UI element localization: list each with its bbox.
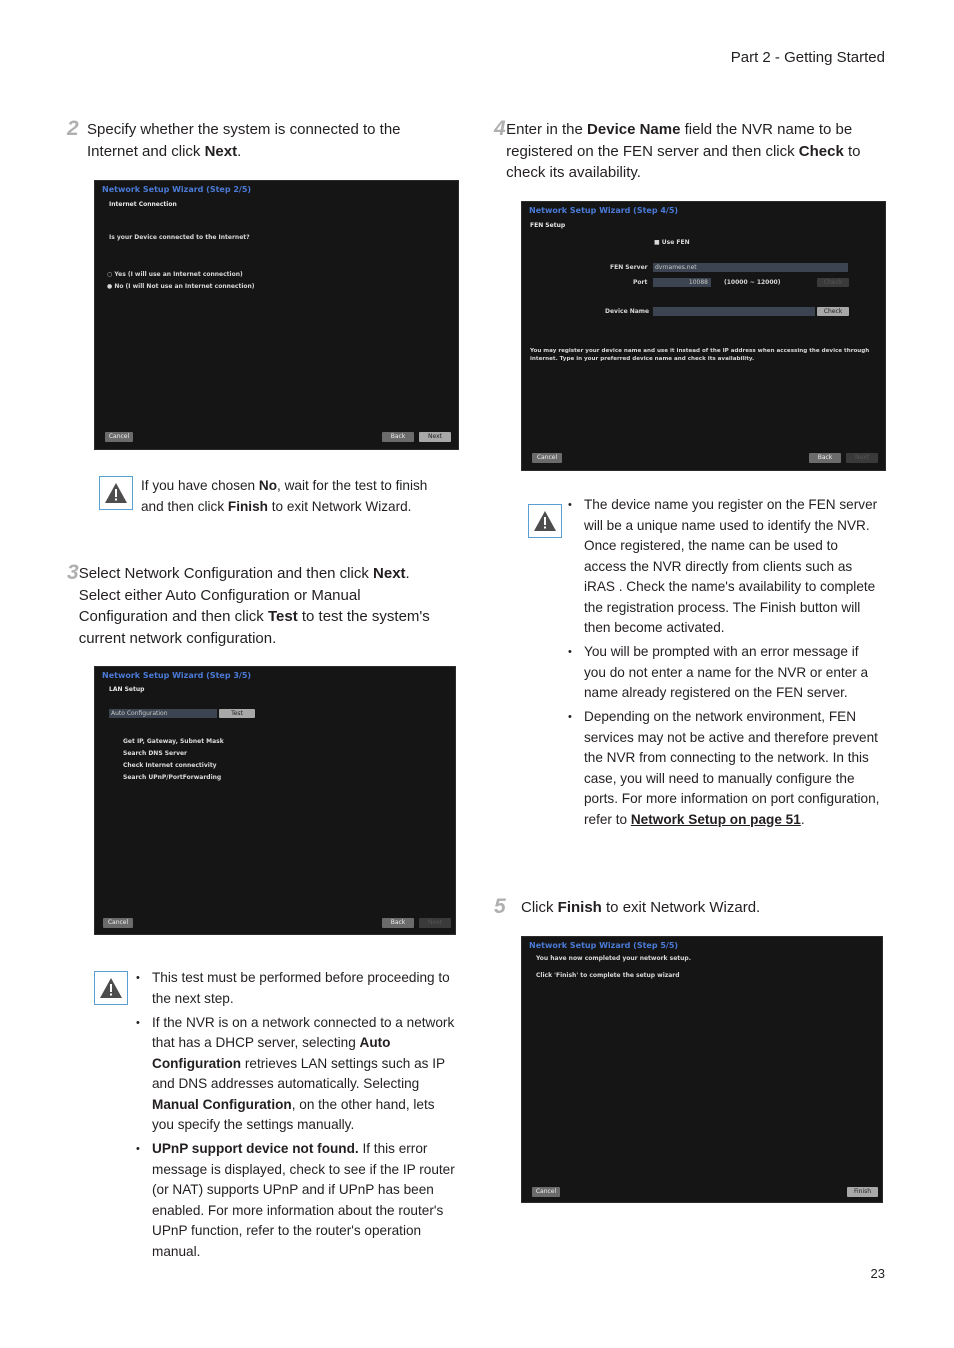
wizard-title: Network Setup Wizard (Step 4/5) xyxy=(529,206,679,215)
next-button[interactable]: Next xyxy=(419,918,451,928)
wizard-section: Internet Connection xyxy=(109,201,177,208)
checkbox-icon: ■ xyxy=(654,239,662,246)
step-4 xyxy=(494,119,886,184)
note-item: • You will be prompted with an error message if you do not enter a name for the NVR or enter a name already registered on the FEN server. xyxy=(568,642,880,704)
note-item: • This test must be performed before proceeding to the next step. xyxy=(136,968,459,1009)
instruction-text: Click 'Finish' to complete the setup wizard xyxy=(536,972,680,979)
device-name-input[interactable] xyxy=(653,307,815,316)
check-item: Get IP, Gateway, Subnet Mask xyxy=(123,738,224,745)
finish-button[interactable]: Finish xyxy=(847,1187,878,1197)
warning-note-step-3 xyxy=(94,968,459,1266)
back-button[interactable]: Back xyxy=(809,453,841,463)
step-number: 5 xyxy=(494,895,506,918)
test-button[interactable]: Test xyxy=(219,709,255,718)
check-button-disabled[interactable]: Check xyxy=(817,278,849,287)
step-number: 3 xyxy=(67,561,79,584)
port-input[interactable]: 10088 xyxy=(653,278,711,287)
port-range: (10000 ~ 12000) xyxy=(724,279,781,286)
radio-selected-icon: ● xyxy=(107,283,115,290)
note-item: • If the NVR is on a network connected to a network that has a DHCP server, selecting Auto Configuration retrieves LAN settings such as IP and DNS addresses automatically. Selecting Manual Configuration, on the other hand, lets you specify the settings manually. xyxy=(136,1013,459,1136)
warning-icon xyxy=(528,504,562,538)
step-text: Select Network Configuration and then click Next. Select either Auto Configuration or Manual Configuration and then click Test to test the system's current network configuration. xyxy=(78,565,430,647)
check-item: Check Internet connectivity xyxy=(123,762,217,769)
wizard-screenshot-step-5 xyxy=(521,936,883,1203)
wizard-screenshot-step-3 xyxy=(94,666,456,935)
fen-server-label: FEN Server xyxy=(610,264,648,271)
fen-info-text: You may register your device name and use it instead of the IP address when accessing the device through internet. Type in your preferred device name and check its availability. xyxy=(530,348,870,362)
page-header: Part 2 - Getting Started xyxy=(730,49,885,66)
configuration-select[interactable]: Auto Configuration xyxy=(109,709,217,718)
warning-note-step-2 xyxy=(99,476,449,517)
step-number: 2 xyxy=(67,117,79,140)
note-item: • Depending on the network environment, FEN services may not be active and therefore prevent the NVR from connecting to the network. In this case, you will need to manually configure the ports. For more information on port configuration, refer to Network Setup on page 51. xyxy=(568,707,880,830)
warning-icon xyxy=(94,971,128,1005)
step-text: Specify whether the system is connected to the Internet and click Next. xyxy=(87,121,401,160)
step-number: 4 xyxy=(494,117,506,140)
step-3 xyxy=(67,563,442,649)
wizard-question: Is your Device connected to the Internet? xyxy=(109,234,250,241)
network-setup-link[interactable]: Network Setup on page 51 xyxy=(630,811,801,827)
radio-icon: ○ xyxy=(107,271,115,278)
note-item: • UPnP support device not found. If this error message is displayed, check to see if the IP router (or NAT) supports UPnP and if UPnP has been enabled. For more information about the router's UPnP function, refer to the router's operation manual. xyxy=(136,1139,459,1262)
port-label: Port xyxy=(633,279,648,286)
cancel-button[interactable]: Cancel xyxy=(532,453,562,463)
check-button[interactable]: Check xyxy=(817,307,849,316)
cancel-button[interactable]: Cancel xyxy=(103,918,133,928)
step-text: Click Finish to exit Network Wizard. xyxy=(521,899,761,916)
use-fen-checkbox[interactable]: ■ Use FEN xyxy=(654,239,690,246)
page-number: 23 xyxy=(870,1266,885,1281)
note-text: If you have chosen No, wait for the test to finish and then click Finish to exit Network Wizard. xyxy=(141,478,428,514)
cancel-button[interactable]: Cancel xyxy=(105,432,133,442)
cancel-button[interactable]: Cancel xyxy=(532,1187,560,1197)
wizard-screenshot-step-4 xyxy=(521,201,886,471)
note-list xyxy=(136,968,459,1266)
wizard-title: Network Setup Wizard (Step 3/5) xyxy=(102,671,252,680)
check-item: Search UPnP/PortForwarding xyxy=(123,774,222,781)
step-2 xyxy=(67,119,437,162)
wizard-title: Network Setup Wizard (Step 2/5) xyxy=(102,185,252,194)
next-button[interactable]: Next xyxy=(846,453,878,463)
fen-server-select[interactable]: dvrnames.net xyxy=(653,263,848,272)
wizard-section: LAN Setup xyxy=(109,686,145,693)
check-item: Search DNS Server xyxy=(123,750,188,757)
radio-no[interactable]: ● No (I will Not use an Internet connection) xyxy=(107,283,255,290)
step-text: Enter in the Device Name field the NVR name to be registered on the FEN server and then click Check to check its availability. xyxy=(506,121,861,181)
back-button[interactable]: Back xyxy=(382,918,414,928)
warning-icon xyxy=(99,476,133,510)
next-button[interactable]: Next xyxy=(419,432,451,442)
device-name-label: Device Name xyxy=(605,308,650,315)
radio-yes[interactable]: ○ Yes (I will use an Internet connection) xyxy=(107,271,243,278)
wizard-section: FEN Setup xyxy=(530,222,566,229)
note-item: • The device name you register on the FEN server will be a unique name used to identify the NVR. Once registered, the name can be used to access the NVR directly from clients such as iRAS . Check the name's availability to complete the registration process. The Finish button will then become activated. xyxy=(568,495,880,639)
warning-note-step-4 xyxy=(528,495,883,834)
wizard-title: Network Setup Wizard (Step 5/5) xyxy=(529,941,679,950)
completion-text: You have now completed your network setup. xyxy=(536,955,691,962)
note-list xyxy=(568,495,880,834)
back-button[interactable]: Back xyxy=(382,432,414,442)
step-5 xyxy=(494,897,886,919)
wizard-screenshot-step-2 xyxy=(94,180,459,450)
